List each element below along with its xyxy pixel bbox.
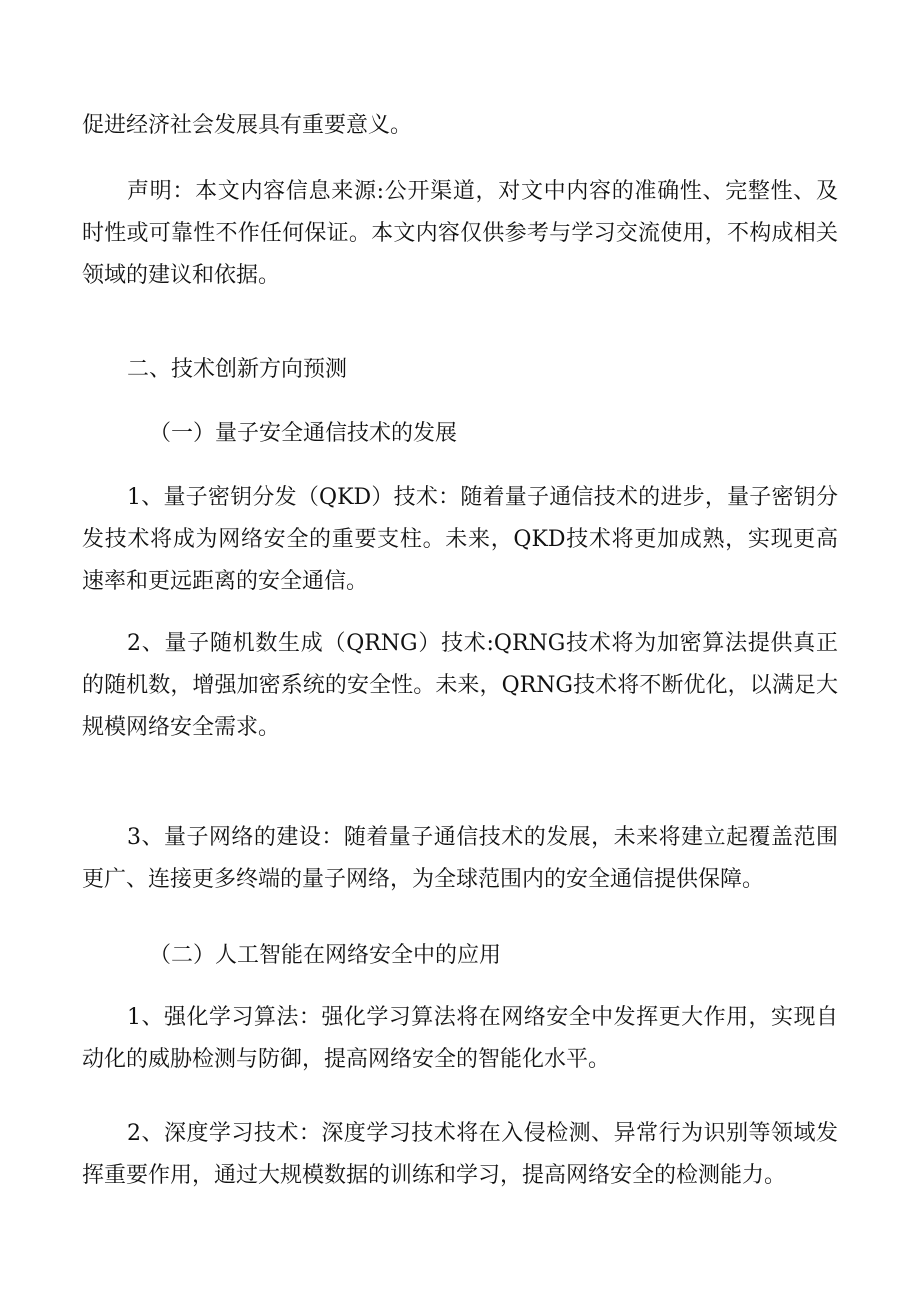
- paragraph-qkd: 1、量子密钥分发（QKD）技术：随着量子通信技术的进步，量子密钥分发技术将成为网络安全的重要支柱。未来，QKD技术将更加成熟，实现更高速率和更远距离的安全通信。: [82, 485, 838, 594]
- paragraph-disclaimer: 声明：本文内容信息来源:公开渠道，对文中内容的准确性、完整性、及时性或可靠性不作任何保证。本文内容仅供参考与学习交流使用，不构成相关领域的建议和依据。: [82, 179, 838, 288]
- section-heading: 二、技术创新方向预测: [127, 357, 348, 382]
- subsection-heading-ai: （二）人工智能在网络安全中的应用: [149, 943, 502, 968]
- paragraph-reinforcement-learning: 1、强化学习算法：强化学习算法将在网络安全中发挥更大作用，实现自动化的威胁检测与防御，提高网络安全的智能化水平。: [82, 1005, 838, 1072]
- paragraph-qrng: 2、量子随机数生成（QRNG）技术:QRNG技术将为加密算法提供真正的随机数，增强加密系统的安全性。未来，QRNG技术将不断优化，以满足大规模网络安全需求。: [82, 631, 838, 740]
- paragraph-continuation: 促进经济社会发展具有重要意义。: [82, 113, 413, 138]
- subsection-heading-quantum: （一）量子安全通信技术的发展: [149, 421, 458, 446]
- paragraph-quantum-network: 3、量子网络的建设：随着量子通信技术的发展，未来将建立起覆盖范围更广、连接更多终端的量子网络，为全球范围内的安全通信提供保障。: [82, 825, 838, 892]
- paragraph-deep-learning: 2、深度学习技术：深度学习技术将在入侵检测、异常行为识别等领域发挥重要作用，通过大规模数据的训练和学习，提高网络安全的检测能力。: [82, 1121, 838, 1188]
